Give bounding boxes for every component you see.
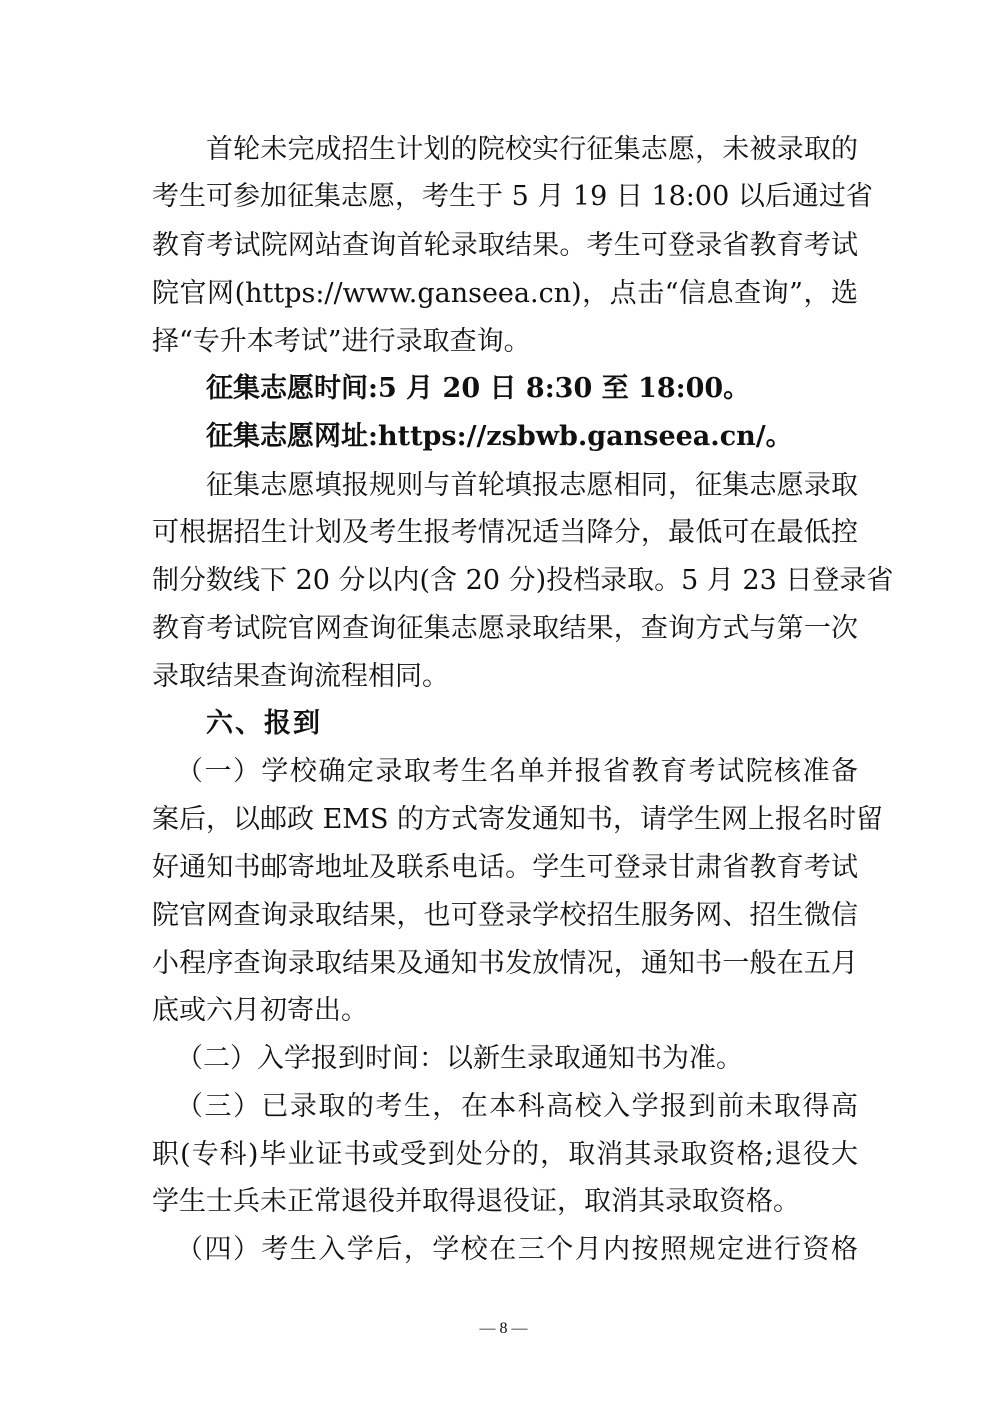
paragraph-line: 可根据招生计划及考生报考情况适当降分，最低可在最低控: [152, 517, 858, 548]
paragraph-line: 征集志愿填报规则与首轮填报志愿相同，征集志愿录取: [206, 470, 858, 501]
paragraph-line: 好通知书邮寄地址及联系电话。学生可登录甘肃省教育考试: [152, 852, 858, 883]
paragraph-line: 教育考试院官网查询征集志愿录取结果，查询方式与第一次: [152, 613, 858, 644]
paragraph-line: （三）已录取的考生，在本科高校入学报到前未取得高: [176, 1091, 858, 1122]
paragraph-line: 小程序查询录取结果及通知书发放情况，通知书一般在五月: [152, 948, 858, 979]
paragraph-line: 院官网(https://www.ganseea.cn)，点击“信息查询”，选: [152, 278, 858, 309]
section-heading: 六、报到: [206, 708, 322, 739]
paragraph-line: （四）考生入学后，学校在三个月内按照规定进行资格: [176, 1234, 858, 1265]
paragraph-line: 教育考试院网站查询首轮录取结果。考生可登录省教育考试: [152, 230, 858, 261]
paragraph-line: 考生可参加征集志愿，考生于 5 月 19 日 18:00 以后通过省: [152, 181, 873, 212]
paragraph-line: 择“专升本考试”进行录取查询。: [152, 326, 531, 357]
paragraph-line: （一）学校确定录取考生名单并报省教育考试院核准备: [176, 756, 858, 787]
paragraph-line: 录取结果查询流程相同。: [152, 661, 449, 692]
collection-url-line: 征集志愿网址:https://zsbwb.ganseea.cn/。: [206, 421, 793, 452]
paragraph-line: 底或六月初寄出。: [152, 995, 368, 1026]
paragraph-line: （二）入学报到时间：以新生录取通知书为准。: [176, 1043, 743, 1074]
paragraph-line: 职(专科)毕业证书或受到处分的，取消其录取资格;退役大: [152, 1139, 858, 1170]
collection-time-line: 征集志愿时间:5 月 20 日 8:30 至 18:00。: [206, 373, 751, 404]
paragraph-line: 制分数线下 20 分以内(含 20 分)投档录取。5 月 23 日登录省: [152, 565, 894, 596]
paragraph-line: 案后，以邮政 EMS 的方式寄发通知书，请学生网上报名时留: [152, 804, 884, 835]
paragraph-line: 院官网查询录取结果，也可登录学校招生服务网、招生微信: [152, 900, 858, 931]
paragraph-line: 学生士兵未正常退役并取得退役证，取消其录取资格。: [152, 1186, 800, 1217]
paragraph-line: 首轮未完成招生计划的院校实行征集志愿，未被录取的: [206, 134, 858, 165]
page-number: — 8 —: [479, 1320, 528, 1337]
